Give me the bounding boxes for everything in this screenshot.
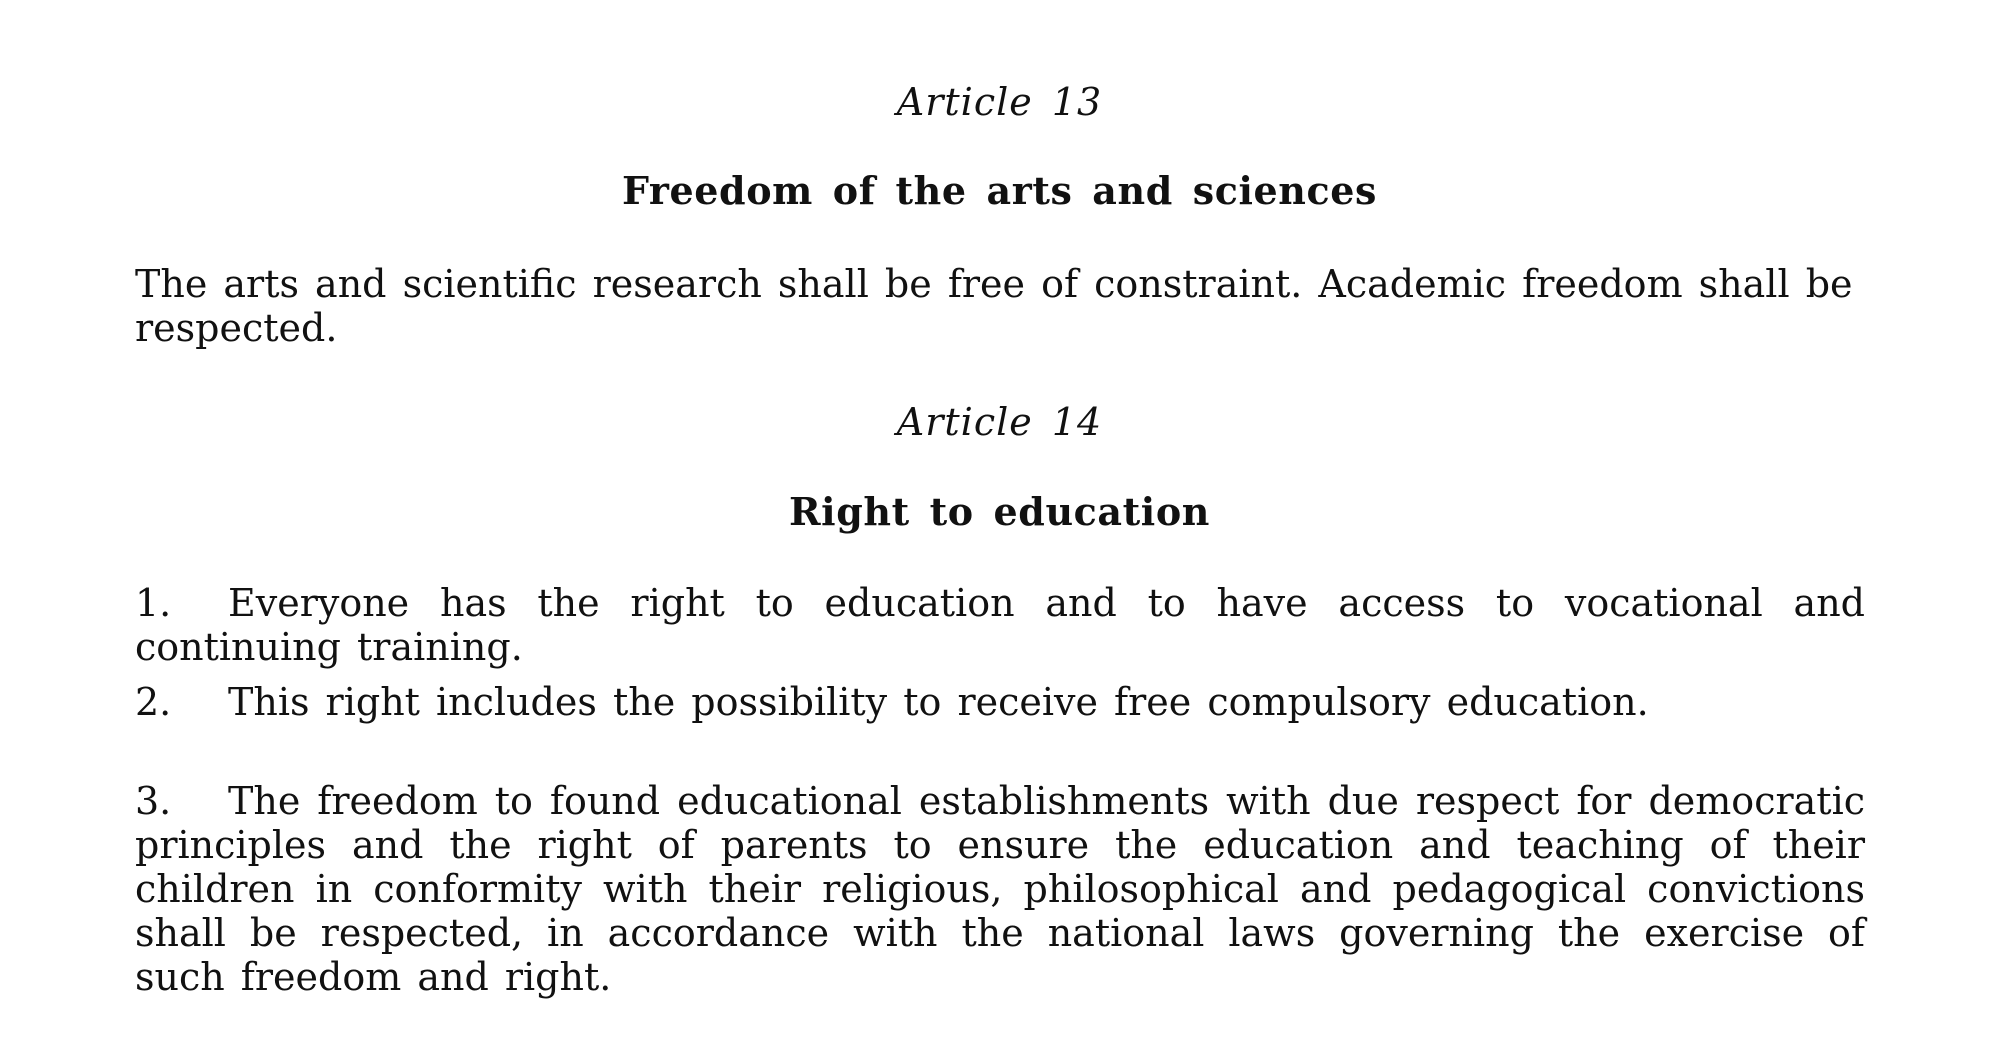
article-14-paragraph-2 xyxy=(135,680,1865,724)
article-14-title: Right to education xyxy=(788,489,1211,534)
article-14-number: Article 14 xyxy=(896,400,1103,444)
paragraph-number: 1. xyxy=(135,581,172,625)
article-14-paragraph-3 xyxy=(135,779,1865,999)
article-13-title: Freedom of the arts and sciences xyxy=(621,168,1378,213)
article-13-number: Article 13 xyxy=(896,80,1103,124)
paragraph-text: This right includes the possibility to receive free compulsory education. xyxy=(228,680,1649,724)
paragraph-text: The freedom to found educational establishments with due respect for democratic principles and the right of parents to ensure the education and teaching of their children in conformity with their religious, philosophical and pedagogical convictions shall be respected, in accordance with the national laws governing the exercise of such freedom and right. xyxy=(135,779,1865,999)
article-14-paragraph-1 xyxy=(135,581,1865,669)
paragraph-text: Everyone has the right to education and to have access to vocational and continuing training. xyxy=(135,581,1865,669)
article-13-text: The arts and scientific research shall be free of constraint. Academic freedom shall be respected. xyxy=(135,262,1853,350)
paragraph-number: 2. xyxy=(135,680,172,724)
paragraph-number: 3. xyxy=(135,779,172,823)
